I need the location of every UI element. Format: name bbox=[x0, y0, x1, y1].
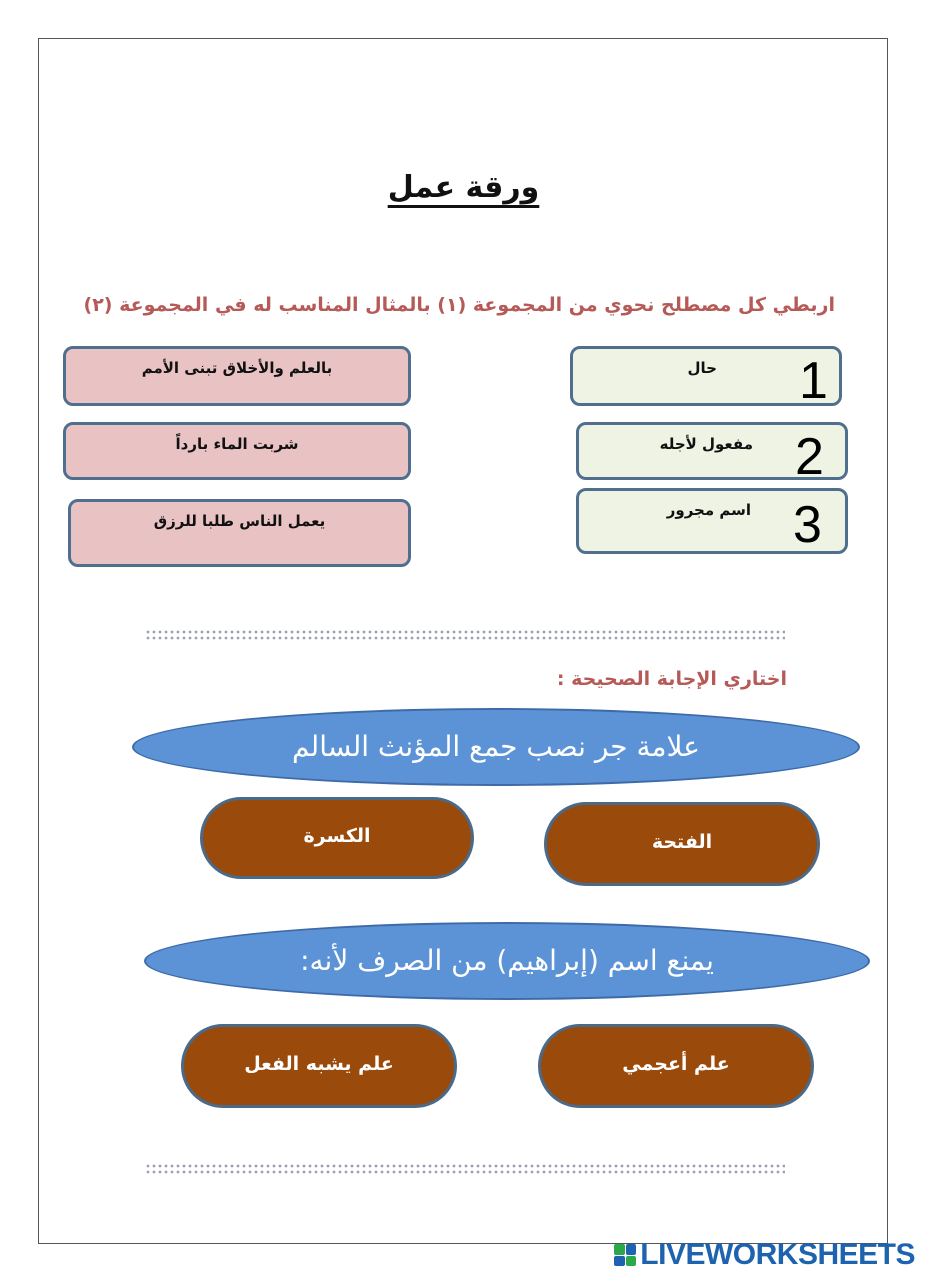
option-label: الفتحة bbox=[651, 831, 713, 853]
question-text: علامة جر نصب جمع المؤنث السالم bbox=[292, 730, 700, 763]
example-box-3[interactable] bbox=[68, 499, 411, 567]
dotted-divider-bottom bbox=[145, 1163, 785, 1175]
question-text: يمنع اسم (إبراهيم) من الصرف لأنه: bbox=[300, 944, 714, 977]
term-label: حال bbox=[687, 359, 717, 377]
choice-instruction: اختاري الإجابة الصحيحة : bbox=[556, 668, 787, 690]
term-number: 2 bbox=[795, 428, 824, 486]
term-box-3[interactable] bbox=[576, 488, 848, 554]
example-text: بالعلم والأخلاق تبنى الأمم bbox=[141, 359, 333, 377]
q2-option-2-button[interactable] bbox=[181, 1024, 457, 1108]
term-box-2[interactable] bbox=[576, 422, 848, 486]
term-label: مفعول لأجله bbox=[659, 435, 753, 453]
example-box-1[interactable] bbox=[63, 346, 411, 406]
option-label: الكسرة bbox=[303, 825, 371, 847]
q2-option-1-button[interactable] bbox=[538, 1024, 814, 1108]
dotted-divider bbox=[145, 629, 785, 641]
worksheet-title: ورقة عمل bbox=[387, 170, 540, 205]
term-box-1[interactable] bbox=[570, 346, 842, 410]
option-label: علم أعجمي bbox=[622, 1053, 730, 1075]
term-label: اسم مجرور bbox=[666, 501, 751, 519]
liveworksheets-brand bbox=[614, 1237, 915, 1273]
term-number: 3 bbox=[793, 496, 822, 554]
option-label: علم يشبه الفعل bbox=[244, 1053, 394, 1075]
question-1-bubble bbox=[132, 708, 860, 786]
example-text: شربت الماء بارداً bbox=[175, 435, 299, 453]
q1-option-1-button[interactable] bbox=[544, 802, 820, 886]
question-2-bubble bbox=[144, 922, 870, 1000]
term-number: 1 bbox=[799, 352, 828, 410]
q1-option-2-button[interactable] bbox=[200, 797, 474, 879]
matching-instruction: اربطي كل مصطلح نحوي من المجموعة (١) بالمثال المناسب له في المجموعة (٢) bbox=[83, 294, 835, 316]
brand-name: LIVEWORKSHEETS bbox=[640, 1238, 915, 1271]
example-box-2[interactable] bbox=[63, 422, 411, 480]
example-text: يعمل الناس طلبا للرزق bbox=[153, 512, 326, 530]
liveworksheets-logo-icon bbox=[614, 1244, 636, 1266]
